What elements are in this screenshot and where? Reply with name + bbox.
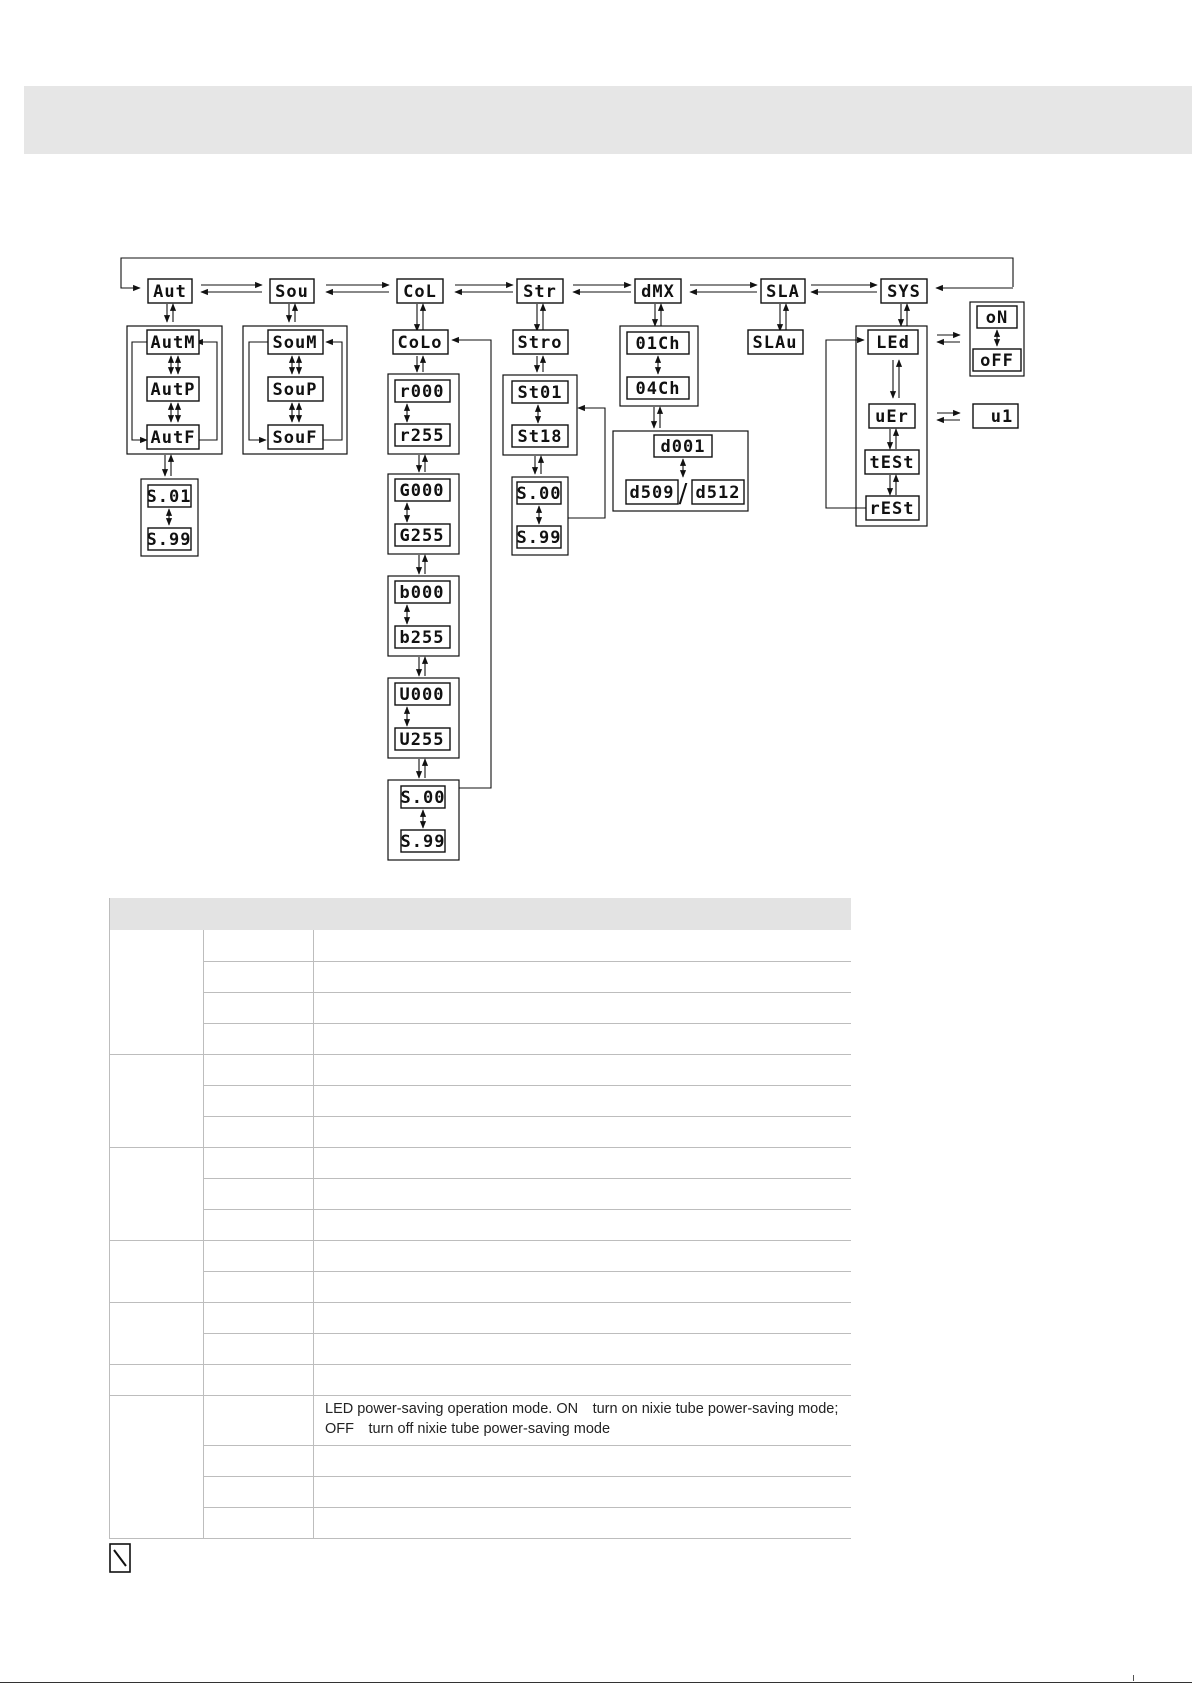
table-row (203, 1209, 851, 1241)
menu-sys (881, 279, 927, 303)
footer-rule (0, 1682, 1192, 1683)
svg-text:b000: b000 (399, 583, 445, 603)
table-group (109, 1054, 203, 1148)
table-row (203, 930, 851, 962)
sys-led-off (973, 349, 1021, 371)
sys-return-connector (826, 340, 869, 508)
aut-mode-autf (147, 425, 199, 449)
svg-text:d509: d509 (629, 483, 675, 503)
table-group (109, 1240, 203, 1303)
table-group (109, 1147, 203, 1241)
svg-text:G000: G000 (399, 481, 445, 501)
table-row (203, 961, 851, 993)
menu-aut-label: Aut (153, 282, 187, 302)
menu-str (517, 279, 563, 303)
table-row (203, 1364, 851, 1396)
svg-text:SouM: SouM (272, 333, 318, 353)
sla-entry-slau (748, 330, 803, 354)
svg-text:U000: U000 (399, 685, 445, 705)
aut-mode-autm (147, 330, 199, 354)
menu-sou-label: Sou (275, 282, 309, 302)
footer-tick (1133, 1675, 1134, 1681)
menu-str-label: Str (523, 282, 557, 302)
table-row (203, 1054, 851, 1086)
menu-sla-label: SLA (766, 282, 800, 302)
svg-text:St18: St18 (517, 427, 563, 447)
dmx-address-separator: / (678, 479, 688, 509)
table-row (203, 1116, 851, 1148)
sys-led-on (977, 306, 1017, 328)
str-entry-stro (513, 330, 568, 354)
table-row (203, 1147, 851, 1179)
svg-text:LEd: LEd (876, 333, 910, 353)
svg-text:tESt: tESt (869, 453, 915, 473)
svg-text:St01: St01 (517, 383, 563, 403)
svg-text:d001: d001 (660, 437, 706, 457)
sys-item-test (865, 450, 919, 474)
svg-text:SLAu: SLAu (752, 333, 798, 353)
table-group (109, 1302, 203, 1365)
table-header (109, 898, 851, 930)
sys-item-ver (869, 404, 915, 428)
table-row (203, 1271, 851, 1303)
table-group (109, 930, 203, 1055)
svg-text:u1: u1 (990, 407, 1014, 427)
svg-text:r000: r000 (399, 382, 445, 402)
aut-speed-max (147, 528, 192, 550)
led-mode-description: LED power-saving operation mode. ON turn on nixie tube power-saving mode; OFF turn off nixie tube power-saving mode (325, 1401, 839, 1437)
sou-mode-soup (268, 377, 323, 401)
svg-text:S.99: S.99 (516, 528, 562, 548)
menu-sla (761, 279, 805, 303)
svg-text:AutF: AutF (150, 428, 196, 448)
table-group (109, 1395, 203, 1539)
svg-text:oN: oN (985, 308, 1009, 328)
svg-text:S.99: S.99 (400, 832, 446, 852)
svg-text:01Ch: 01Ch (635, 334, 681, 354)
sou-mode-souf (268, 425, 323, 449)
table-row (203, 992, 851, 1024)
svg-text:S.00: S.00 (400, 788, 446, 808)
table-row-led (203, 1395, 851, 1446)
table-row (203, 1085, 851, 1117)
svg-text:uEr: uEr (875, 407, 909, 427)
svg-text:d512: d512 (695, 483, 741, 503)
svg-text:CoLo: CoLo (397, 333, 443, 353)
svg-text:S.99: S.99 (146, 530, 192, 550)
menu-dmx-label: dMX (641, 282, 675, 302)
col-return-connector (452, 340, 491, 788)
sys-item-reset (866, 496, 919, 520)
svg-text:S.00: S.00 (516, 484, 562, 504)
loop-connector (121, 258, 1013, 288)
svg-text:rESt: rESt (869, 499, 915, 519)
sou-mode-soum (268, 330, 323, 354)
svg-text:G255: G255 (399, 526, 445, 546)
svg-text:S.01: S.01 (146, 487, 192, 507)
menu-col-label: CoL (403, 282, 437, 302)
svg-text:oFF: oFF (980, 351, 1014, 371)
svg-text:r255: r255 (399, 426, 445, 446)
sys-version-display (973, 404, 1018, 428)
vertical-arrows (167, 304, 907, 331)
table-row (203, 1445, 851, 1477)
table-row (203, 1302, 851, 1334)
table-row (203, 1507, 851, 1538)
svg-text:AutP: AutP (150, 380, 196, 400)
str-return-connector (568, 408, 605, 518)
note-icon (109, 1543, 131, 1573)
menu-sou (270, 279, 314, 303)
table-row (203, 1178, 851, 1210)
table-row (203, 1333, 851, 1365)
svg-text:Stro: Stro (517, 333, 563, 353)
svg-text:b255: b255 (399, 628, 445, 648)
menu-dmx (635, 279, 681, 303)
menu-sys-label: SYS (887, 282, 921, 302)
menu-aut (148, 279, 192, 303)
svg-text:AutM: AutM (150, 333, 196, 353)
menu-col (397, 279, 443, 303)
sys-item-led (868, 330, 918, 354)
table-group (109, 1364, 203, 1396)
table-row (203, 1240, 851, 1272)
svg-text:04Ch: 04Ch (635, 379, 681, 399)
table-row (203, 1476, 851, 1508)
table-row (203, 1023, 851, 1055)
svg-text:SouP: SouP (272, 380, 318, 400)
col-entry-colo (393, 330, 448, 354)
svg-text:U255: U255 (399, 730, 445, 750)
svg-text:SouF: SouF (272, 428, 318, 448)
aut-mode-autp (147, 377, 199, 401)
aut-speed-min (147, 485, 192, 507)
